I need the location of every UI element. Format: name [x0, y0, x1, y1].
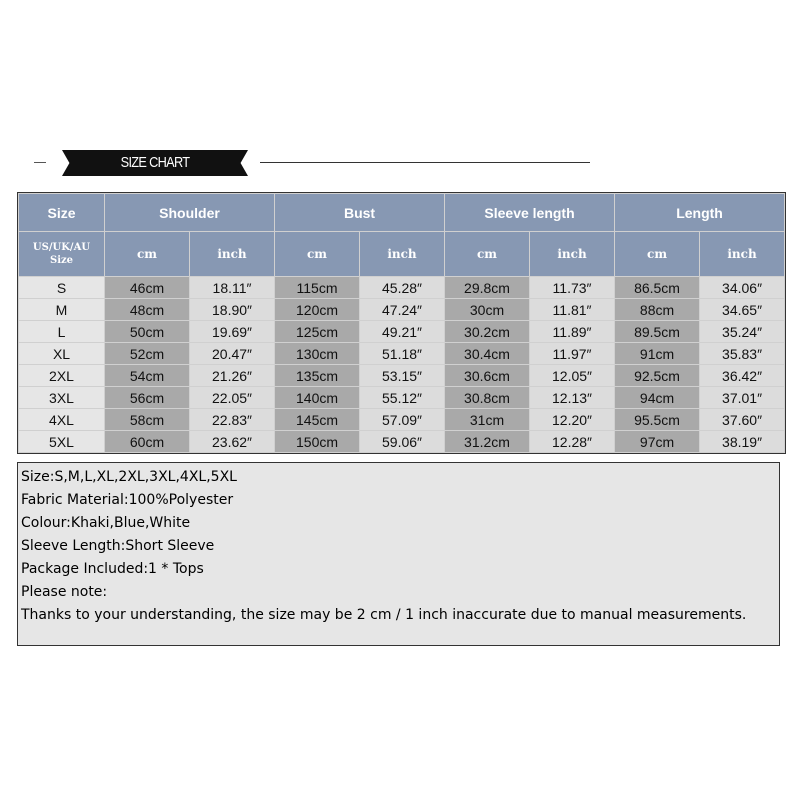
cm-value-cell: 46cm [105, 277, 189, 298]
inch-value-cell: 55.12″ [360, 387, 444, 408]
cm-value-cell: 29.8cm [445, 277, 529, 298]
inch-value-cell: 51.18″ [360, 343, 444, 364]
size-chart-table [17, 192, 786, 454]
group-header-row [19, 194, 784, 231]
table-row [19, 299, 784, 320]
header-sleeve-length: Sleeve length [445, 194, 614, 231]
size-region-label [19, 232, 104, 276]
inch-value-cell: 35.24″ [700, 321, 784, 342]
table-row [19, 409, 784, 430]
cm-value-cell: 95.5cm [615, 409, 699, 430]
cm-value-cell: 30.2cm [445, 321, 529, 342]
cm-value-cell: 60cm [105, 431, 189, 452]
inch-value-cell: 47.24″ [360, 299, 444, 320]
inch-value-cell: 36.42″ [700, 365, 784, 386]
inch-value-cell: 37.01″ [700, 387, 784, 408]
cm-value-cell: 31.2cm [445, 431, 529, 452]
inch-value-cell: 18.11″ [190, 277, 274, 298]
cm-value-cell: 52cm [105, 343, 189, 364]
cm-value-cell: 31cm [445, 409, 529, 430]
header-bust: Bust [275, 194, 444, 231]
note-line: Sleeve Length:Short Sleeve [21, 538, 215, 554]
table-row [19, 343, 784, 364]
inch-value-cell: 38.19″ [700, 431, 784, 452]
cm-value-cell: 54cm [105, 365, 189, 386]
size-region-line-2: Size [49, 255, 74, 266]
inch-value-cell: 59.06″ [360, 431, 444, 452]
inch-value-cell: 34.65″ [700, 299, 784, 320]
cm-value-cell: 50cm [105, 321, 189, 342]
note-line: Size:S,M,L,XL,2XL,3XL,4XL,5XL [21, 469, 237, 485]
inch-value-cell: 35.83″ [700, 343, 784, 364]
note-line: Package Included:1 * Tops [21, 561, 204, 577]
inch-value-cell: 23.62″ [190, 431, 274, 452]
product-notes [17, 462, 780, 646]
cm-value-cell: 150cm [275, 431, 359, 452]
size-cell: 3XL [19, 387, 104, 408]
cm-value-cell: 115cm [275, 277, 359, 298]
inch-value-cell: 37.60″ [700, 409, 784, 430]
unit-header: inch [530, 232, 614, 276]
note-line: Thanks to your understanding, the size may be 2 cm / 1 inch inaccurate due to manual measurements. [21, 607, 747, 623]
size-cell: XL [19, 343, 104, 364]
cm-value-cell: 89.5cm [615, 321, 699, 342]
cm-value-cell: 97cm [615, 431, 699, 452]
unit-header: cm [615, 232, 699, 276]
inch-value-cell: 12.20″ [530, 409, 614, 430]
cm-value-cell: 140cm [275, 387, 359, 408]
inch-value-cell: 21.26″ [190, 365, 274, 386]
inch-value-cell: 11.73″ [530, 277, 614, 298]
header-shoulder: Shoulder [105, 194, 274, 231]
size-cell: 5XL [19, 431, 104, 452]
cm-value-cell: 30cm [445, 299, 529, 320]
cm-value-cell: 94cm [615, 387, 699, 408]
size-cell: M [19, 299, 104, 320]
inch-value-cell: 11.97″ [530, 343, 614, 364]
cm-value-cell: 56cm [105, 387, 189, 408]
size-cell: S [19, 277, 104, 298]
banner-title: SIZE CHART [120, 154, 190, 171]
inch-value-cell: 18.90″ [190, 299, 274, 320]
inch-value-cell: 19.69″ [190, 321, 274, 342]
header-length: Length [615, 194, 784, 231]
inch-value-cell: 22.05″ [190, 387, 274, 408]
unit-header-row [19, 232, 784, 276]
inch-value-cell: 12.28″ [530, 431, 614, 452]
inch-value-cell: 11.89″ [530, 321, 614, 342]
unit-header: inch [360, 232, 444, 276]
cm-value-cell: 92.5cm [615, 365, 699, 386]
unit-header: cm [105, 232, 189, 276]
cm-value-cell: 30.4cm [445, 343, 529, 364]
inch-value-cell: 12.13″ [530, 387, 614, 408]
cm-value-cell: 91cm [615, 343, 699, 364]
cm-value-cell: 30.8cm [445, 387, 529, 408]
cm-value-cell: 88cm [615, 299, 699, 320]
cm-value-cell: 145cm [275, 409, 359, 430]
size-chart-banner [30, 146, 600, 180]
cm-value-cell: 58cm [105, 409, 189, 430]
unit-header: cm [275, 232, 359, 276]
banner-divider-line [260, 162, 590, 163]
table-row [19, 277, 784, 298]
cm-value-cell: 120cm [275, 299, 359, 320]
inch-value-cell: 53.15″ [360, 365, 444, 386]
cm-value-cell: 125cm [275, 321, 359, 342]
inch-value-cell: 20.47″ [190, 343, 274, 364]
size-rows [19, 277, 784, 452]
size-cell: 4XL [19, 409, 104, 430]
inch-value-cell: 22.83″ [190, 409, 274, 430]
cm-value-cell: 86.5cm [615, 277, 699, 298]
table-row [19, 365, 784, 386]
inch-value-cell: 11.81″ [530, 299, 614, 320]
banner-left-dash [34, 162, 46, 163]
cm-value-cell: 135cm [275, 365, 359, 386]
unit-header: inch [190, 232, 274, 276]
inch-value-cell: 57.09″ [360, 409, 444, 430]
inch-value-cell: 45.28″ [360, 277, 444, 298]
note-line: Please note: [21, 584, 108, 600]
table-row [19, 431, 784, 452]
note-line: Colour:Khaki,Blue,White [21, 515, 191, 531]
size-cell: L [19, 321, 104, 342]
note-line: Fabric Material:100%Polyester [21, 492, 234, 508]
size-region-line-1: US/UK/AU [32, 242, 91, 253]
header-size: Size [19, 194, 104, 231]
cm-value-cell: 30.6cm [445, 365, 529, 386]
inch-value-cell: 34.06″ [700, 277, 784, 298]
cm-value-cell: 48cm [105, 299, 189, 320]
table-row [19, 387, 784, 408]
unit-header: cm [445, 232, 529, 276]
inch-value-cell: 49.21″ [360, 321, 444, 342]
unit-header: inch [700, 232, 784, 276]
cm-value-cell: 130cm [275, 343, 359, 364]
size-cell: 2XL [19, 365, 104, 386]
inch-value-cell: 12.05″ [530, 365, 614, 386]
table-row [19, 321, 784, 342]
